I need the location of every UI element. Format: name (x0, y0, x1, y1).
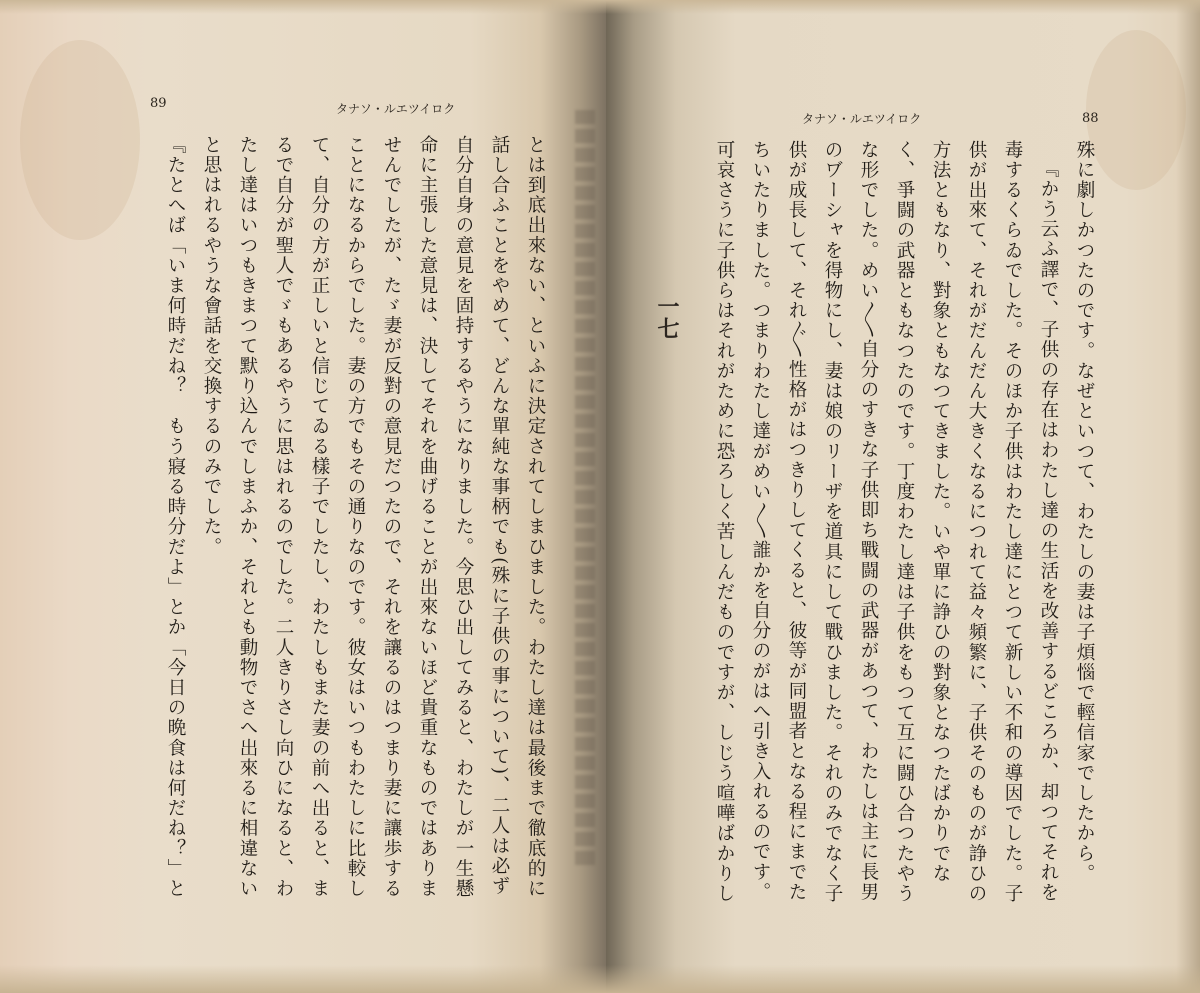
left-page-body (155, 135, 553, 905)
right-running-head: タナソ・ルエツイロク (802, 112, 922, 126)
paragraph: 『かう云ふ譯で、子供の存在はわたし達の生活を改善するどころか、却つてそれを毒するくらゐでした。そのほか子供はわたし達にとつて新しい不和の導因でした。子供が出來て、それがだんだん大きくなるにつれて益々頻繁に、子供そのものが諍ひの方法ともなり、對象ともなつてきました。いや單に諍ひの對象となつたばかりでなく、爭闘の武器ともなつたのです。丁度わたし達は子供をもつて互に闘ひ合つたやうな形でした。めい〳〵自分のすきな子供即ち戰闘の武器があつて、わたしは主に長男のヷーシャを得物にし、妻は娘のリーザを道具にして戰ひました。それのみでなく子供が成長して、それ〴〵性格がはつきりしてくると、彼等が同盟者となる程にまでたちいたりました。つまりわたし達がめい〳〵誰かを自分のがはへ引き入れるのです。可哀さうに子供らはそれがために恐ろしく苦しんだものですが、しじう喧嘩ばかりし (714, 140, 1059, 904)
left-page-number: 89 (150, 96, 167, 111)
show-through-text (575, 110, 595, 870)
chapter-number: 一七 (654, 295, 680, 339)
right-page-number: 88 (1082, 111, 1099, 126)
left-running-head: タナソ・ルエツイロク (336, 102, 456, 116)
paragraph: 『たとへば「いま何時だね？ もう寢る時分だよ」とか「今日の晩食は何だね？」と (165, 135, 186, 899)
right-page-body (704, 140, 1102, 910)
paragraph: 殊に劇しかつたのです。なぜといつて、わたしの妻は子煩惱で輕信家でしたから。 (1074, 140, 1095, 884)
page-edge-bottom (0, 965, 1200, 993)
page-stain (20, 40, 140, 240)
paragraph: とは到底出來ない、といふに決定されてしまひました。わたし達は最後まで徹底的に話し合ふことをやめて、どんな單純な事柄でも(殊に子供の事について)、二人は必ず自分自身の意見を固持するやうになりました。今思ひ出してみると、わたしが一生懸命に主張した意見は、決してそれを曲げることが出來ないほど貴重なものではありませんでしたが、たゞ妻が反對の意見だつたので、それを讓るのはつまり妻に讓歩することになるからでした。妻の方でもその通りなのです。彼女はいつもわたしに比較して、自分の方が正しいと信じてゐる樣子でしたし、わたしもまた妻の前へ出ると、まるで自分が聖人でゞもあるやうに思はれるのでした。二人きりさし向ひになると、わたし達はいつもきまつて默り込んでしまふか、それとも動物でさへ出來るに相違ないと思はれるやうな會話を交換するのみでした。 (201, 135, 546, 899)
page-edge-top (0, 0, 1200, 14)
right-page (606, 0, 1200, 993)
